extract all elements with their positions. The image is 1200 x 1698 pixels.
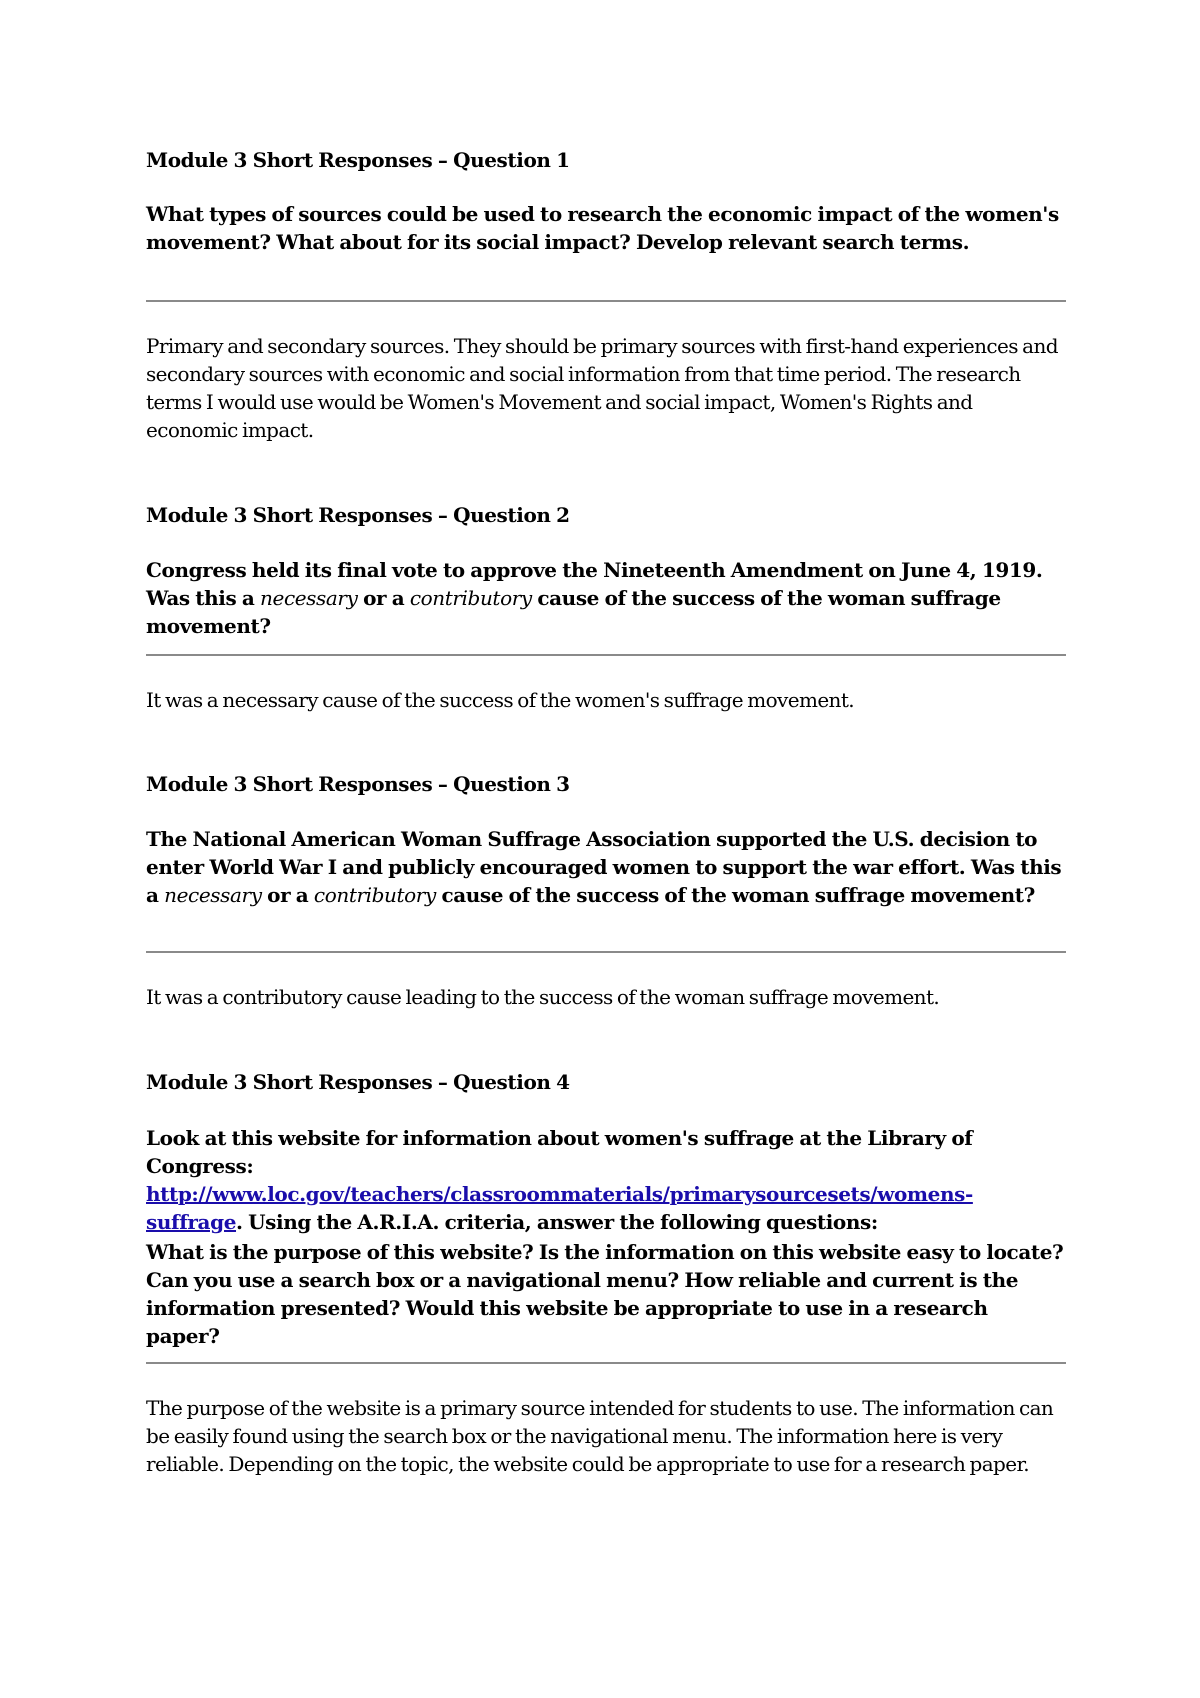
question-2-contributory: contributory bbox=[409, 586, 532, 610]
question-4-text-end: . Using the A.R.I.A. criteria, answer the following questions: bbox=[236, 1210, 878, 1234]
answer-divider-4 bbox=[146, 1362, 1066, 1364]
question-4-answer: The purpose of the website is a primary source intended for students to use. The information can be easily found using the search box or the navigational menu. The information here is very reliable. Depending on the topic, the website could be appropriate to use for a research paper. bbox=[146, 1396, 1054, 1476]
question-3-heading: Module 3 Short Responses – Question 3 bbox=[146, 772, 570, 796]
question-2-heading: Module 3 Short Responses – Question 2 bbox=[146, 503, 570, 527]
question-3-prompt bbox=[146, 825, 1066, 909]
question-2-or: or a bbox=[357, 586, 410, 610]
question-2-text-start: Congress held its final vote to approve the Nineteenth Amendment on June 4, 1919. Was this a bbox=[146, 558, 1043, 610]
question-2-necessary: necessary bbox=[260, 586, 358, 610]
answer-divider-3 bbox=[146, 951, 1066, 953]
question-3-text-end: cause of the success of the woman suffrage movement? bbox=[435, 883, 1035, 907]
question-1-prompt: What types of sources could be used to research the economic impact of the women's movement? What about for its social impact? Develop relevant search terms. bbox=[146, 202, 1059, 254]
question-3-answer: It was a contributory cause leading to the success of the woman suffrage movement. bbox=[146, 985, 940, 1009]
answer-divider-2 bbox=[146, 654, 1066, 656]
question-3-necessary: necessary bbox=[164, 883, 262, 907]
question-3-or: or a bbox=[261, 883, 314, 907]
question-2-answer: It was a necessary cause of the success of the women's suffrage movement. bbox=[146, 688, 855, 712]
question-4-subquestions: What is the purpose of this website? Is the information on this website easy to locate? Can you use a search box or a navigational menu? How reliable and current is the information presented? Would this website be appropriate to use in a research paper? bbox=[146, 1240, 1064, 1348]
question-2-prompt bbox=[146, 556, 1066, 640]
question-1-answer: Primary and secondary sources. They should be primary sources with first-hand experiences and secondary sources with economic and social information from that time period. The research terms I would use would be Women's Movement and social impact, Women's Rights and economic impact. bbox=[146, 334, 1058, 442]
question-4-text-start: Look at this website for information about women's suffrage at the Library of Congress: bbox=[146, 1126, 973, 1178]
answer-divider-1 bbox=[146, 300, 1066, 302]
question-4-heading: Module 3 Short Responses – Question 4 bbox=[146, 1070, 570, 1094]
question-2-text-end: cause of the success of the woman suffrage movement? bbox=[146, 586, 1001, 638]
question-3-contributory: contributory bbox=[313, 883, 436, 907]
question-4-prompt bbox=[146, 1124, 1066, 1236]
question-3-text-start: The National American Woman Suffrage Association supported the U.S. decision to enter World War I and publicly encouraged women to support the war effort. Was this a bbox=[146, 827, 1062, 907]
question-1-heading: Module 3 Short Responses – Question 1 bbox=[146, 148, 570, 172]
loc-suffrage-link[interactable]: http://www.loc.gov/teachers/classroommaterials/primarysourcesets/womens-suffrage bbox=[146, 1182, 973, 1234]
